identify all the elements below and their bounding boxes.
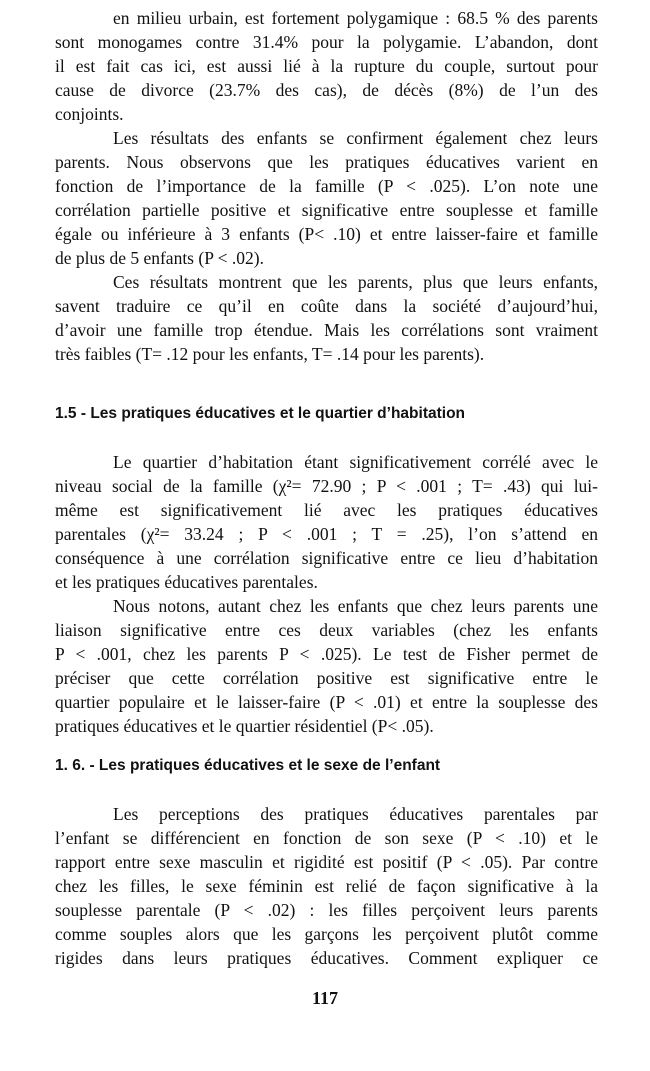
text-line: Nous notons, autant chez les enfants que chez leurs parents une [113,596,598,616]
paragraph [55,126,598,270]
text-line: l’enfant se différencient en fonction de son sexe (P < .10) et le [55,828,598,848]
text-line: parents. Nous observons que les pratiques éducatives varient en [55,152,598,172]
text-line: souplesse parentale (P < .02) : les filles perçoivent leurs parents [55,900,598,920]
text-line: d’avoir une famille trop étendue. Mais les corrélations sont vraiment [55,320,598,340]
text-line: savent traduire ce qu’il en coûte dans la société d’aujourd’hui, [55,296,598,316]
text-line: égale ou inférieure à 3 enfants (P< .10) et entre laisser-faire et famille [55,224,598,244]
text-line: parentales (χ²= 33.24 ; P < .001 ; T = .25), l’on s’attend en [55,524,598,544]
page-number: 117 [311,988,338,1008]
text-line: liaison significative entre ces deux variables (chez les enfants [55,620,598,640]
text-line: fonction de l’importance de la famille (P < .025). L’on note une [55,176,598,196]
paragraph [55,6,598,126]
section-heading-1-5: 1.5 - Les pratiques éducatives et le quartier d’habitation [55,405,466,422]
text-line: conjoints. [55,104,124,124]
text-line: Les perceptions des pratiques éducatives parentales par [113,804,598,824]
text-line: P < .001, chez les parents P < .025). Le test de Fisher permet de [55,644,598,664]
text-line: cause de divorce (23.7% des cas), de décès (8%) de l’un des [55,80,598,100]
text-line: très faibles (T= .12 pour les enfants, T= .14 pour les parents). [55,344,485,364]
text-line: en milieu urbain, est fortement polygamique : 68.5 % des parents [113,8,598,28]
text-line: Ces résultats montrent que les parents, plus que leurs enfants, [113,272,598,292]
paragraph [55,450,598,594]
text-line: il est fait cas ici, est aussi lié à la rupture du couple, surtout pour [55,56,598,76]
text-line: pratiques éducatives et le quartier résidentiel (P< .05). [55,716,434,736]
text-line: préciser que cette corrélation positive est significative entre le [55,668,598,688]
text-line: rigides dans leurs pratiques éducatives. Comment expliquer ce [55,948,598,968]
text-line: quartier populaire et le laisser-faire (P < .01) et entre la souplesse des [55,692,598,712]
text-line: Le quartier d’habitation étant significativement corrélé avec le [113,452,598,472]
text-line: corrélation partielle positive et significative entre souplesse et famille [55,200,598,220]
page-body [55,6,598,970]
text-line: conséquence à une corrélation significative entre ce lieu d’habitation [55,548,598,568]
text-line: comme souples alors que les garçons les perçoivent plutôt comme [55,924,598,944]
section-heading-1-6: 1. 6. - Les pratiques éducatives et le sexe de l’enfant [55,757,441,774]
text-line: chez les filles, le sexe féminin est relié de façon significative à la [55,876,598,896]
text-line: niveau social de la famille (χ²= 72.90 ; P < .001 ; T= .43) qui lui- [55,476,598,496]
text-line: et les pratiques éducatives parentales. [55,572,318,592]
text-line: sont monogames contre 31.4% pour la polygamie. L’abandon, dont [55,32,598,52]
text-line: rapport entre sexe masculin et rigidité est positif (P < .05). Par contre [55,852,598,872]
text-line: de plus de 5 enfants (P < .02). [55,248,264,268]
paragraph [55,270,598,366]
text-line: Les résultats des enfants se confirment également chez leurs [113,128,598,148]
text-line: même est significativement lié avec les pratiques éducatives [55,500,598,520]
paragraph [55,802,598,970]
paragraph [55,594,598,738]
